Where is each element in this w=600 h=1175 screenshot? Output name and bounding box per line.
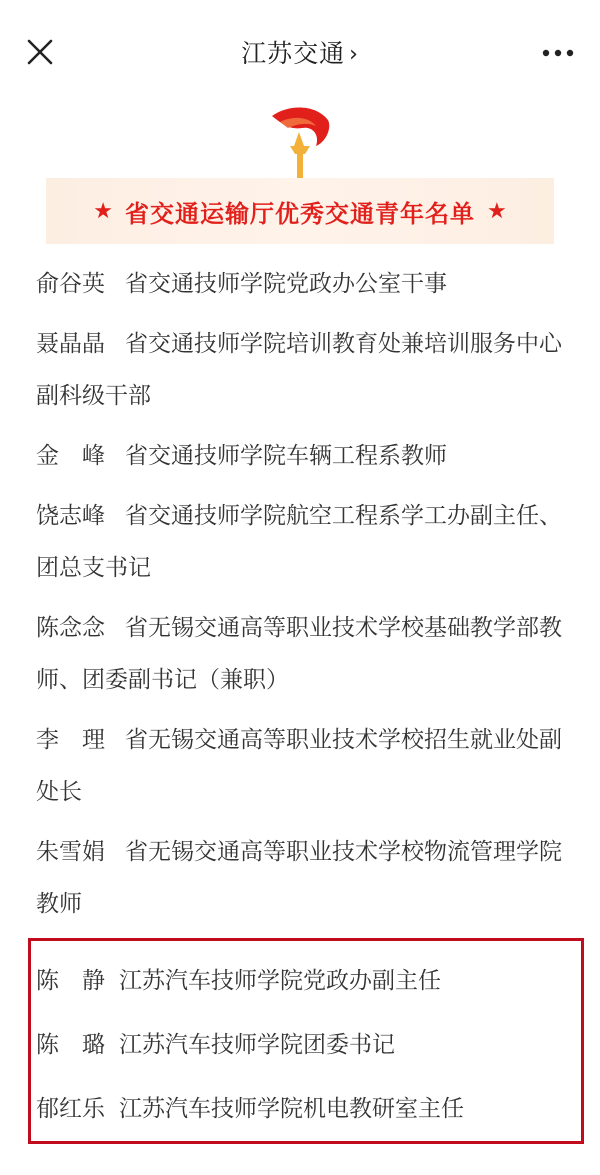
honoree-name: 陈念念 (36, 615, 105, 641)
list-item (36, 952, 572, 1010)
honoree-position: 江苏汽车技师学院党政办副主任 (119, 968, 441, 994)
list-item (36, 826, 572, 930)
torch-flame-emblem-icon (266, 102, 336, 182)
honoree-name: 金 峰 (36, 443, 105, 469)
list-item (36, 430, 572, 482)
honoree-list (36, 258, 572, 938)
title-banner (46, 178, 554, 244)
honoree-position: 省无锡交通高等职业技术学校物流管理学院教师 (36, 839, 562, 917)
list-item (36, 714, 572, 818)
more-dots-icon (538, 38, 578, 68)
honoree-name: 李 理 (36, 727, 105, 753)
honoree-name: 朱雪娟 (36, 839, 105, 865)
honoree-position: 省无锡交通高等职业技术学校基础教学部教师、团委副书记（兼职） (36, 615, 562, 693)
list-item (36, 602, 572, 706)
top-navbar (0, 0, 600, 110)
honoree-name: 陈 静 (36, 968, 105, 994)
list-item (36, 1016, 572, 1074)
highlighted-list (36, 952, 572, 1144)
list-item (36, 318, 572, 422)
honoree-position: 省交通技师学院车辆工程系教师 (125, 443, 447, 469)
honoree-position: 省交通技师学院党政办公室干事 (125, 271, 447, 297)
account-title-link[interactable] (0, 34, 600, 70)
honoree-name: 郁红乐 (36, 1096, 105, 1122)
honoree-position: 省交通技师学院培训教育处兼培训服务中心副科级干部 (36, 331, 562, 409)
honoree-position: 省无锡交通高等职业技术学校招生就业处副处长 (36, 727, 562, 805)
honoree-name: 饶志峰 (36, 503, 105, 529)
more-options-button[interactable] (538, 38, 578, 68)
honoree-name: 陈 璐 (36, 1032, 105, 1058)
list-item (36, 490, 572, 594)
honoree-position: 省交通技师学院航空工程系学工办副主任、团总支书记 (36, 503, 562, 581)
list-item (36, 1080, 572, 1138)
star-icon: ★ (487, 198, 507, 224)
banner-title: 省交通运输厅优秀交通青年名单 (125, 199, 475, 228)
honoree-position: 江苏汽车技师学院团委书记 (119, 1032, 395, 1058)
list-item (36, 258, 572, 310)
torch-flame-emblem (266, 102, 336, 182)
account-title: 江苏交通 (241, 39, 346, 68)
honoree-name: 聂晶晶 (36, 331, 105, 357)
chevron-right-icon: › (349, 42, 359, 67)
honoree-name: 俞谷英 (36, 271, 105, 297)
star-icon: ★ (93, 198, 113, 224)
honoree-position: 江苏汽车技师学院机电教研室主任 (119, 1096, 464, 1122)
